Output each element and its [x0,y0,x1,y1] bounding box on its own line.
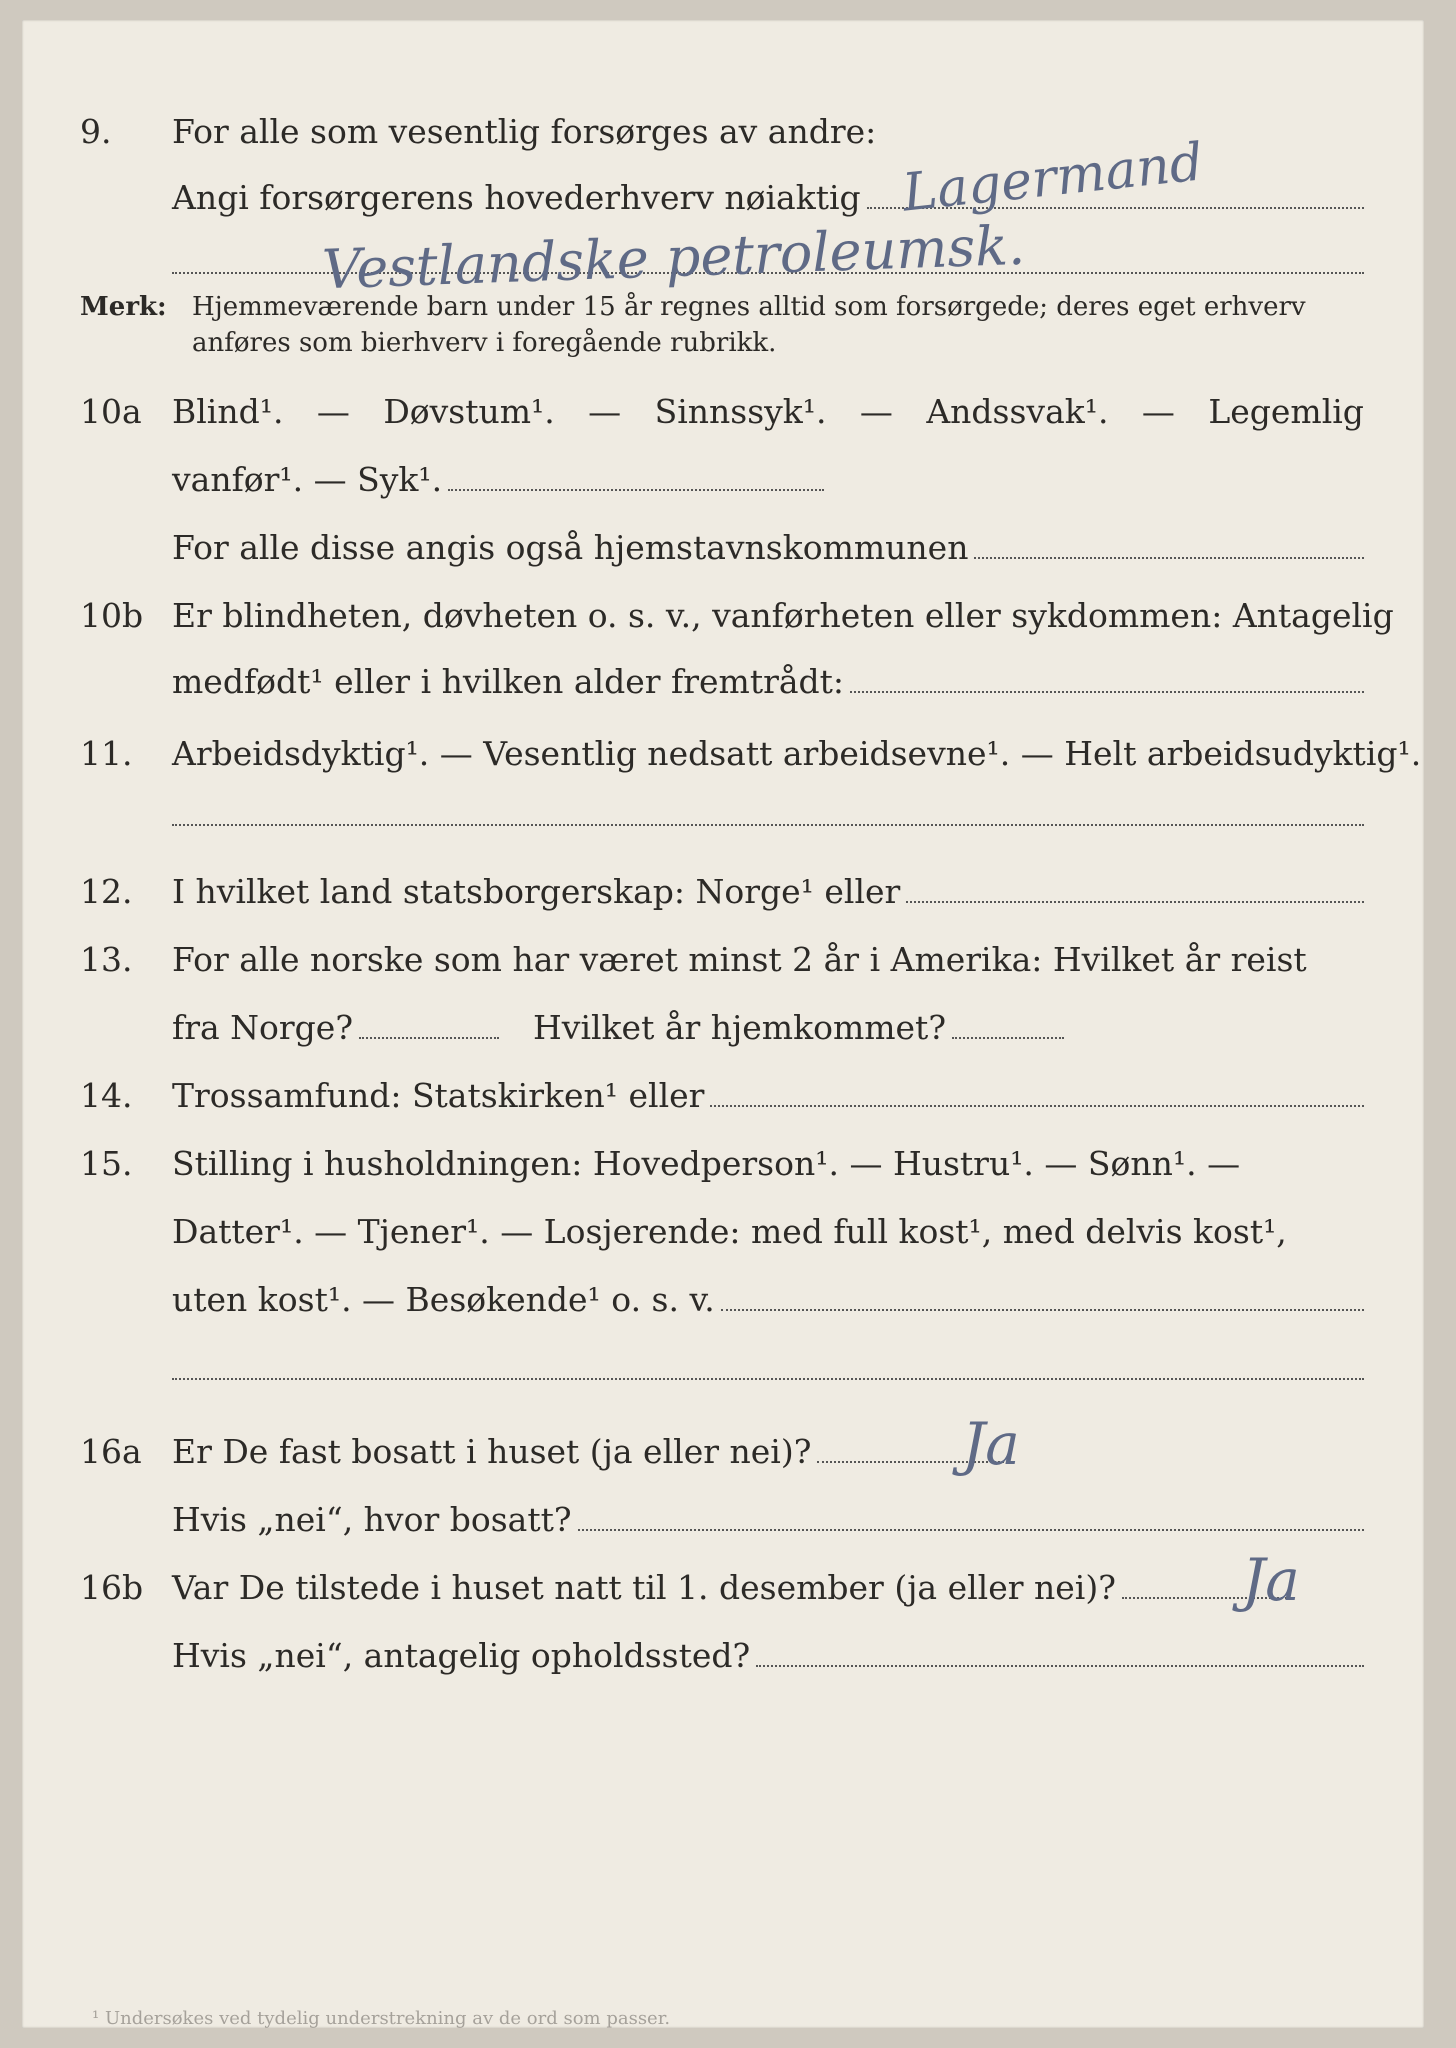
q15-number: 15. [80,1144,133,1183]
q10b-line1 [22,596,1424,646]
option-sinnssyk[interactable]: Sinnssyk¹. [654,392,827,431]
q14-line1 [22,1076,1424,1126]
q12-number: 12. [80,872,133,911]
q10a-number: 10a [80,392,142,431]
q10a-line1 [22,392,1424,442]
dash: — [859,392,893,431]
q11-number: 11. [80,734,133,773]
q9-text2: Angi forsørgerens hovederhverv nøiaktig [172,178,861,217]
q12-text1: I hvilket land statsborgerskap: Norge¹ eller [172,872,901,911]
q15-answer-line-2[interactable] [172,1378,1364,1380]
q16b-location-line[interactable] [756,1643,1364,1667]
q9-handwritten-employer: Vestlandske petroleumsk. [321,213,1027,302]
q9-line1 [22,112,1424,162]
q13-text2a: fra Norge? [172,1008,354,1047]
merk-label: Merk: [80,292,167,322]
q10b-number: 10b [80,596,144,635]
q16b-text1: Var De tilstede i huset natt til 1. desember (ja eller nei)? [172,1568,1116,1607]
option-andssvak[interactable]: Andssvak¹. [926,392,1109,431]
q10b-answer-line[interactable] [850,669,1364,693]
q16a-where-line[interactable] [578,1507,1364,1531]
q16a-text2: Hvis „nei“, hvor bosatt? [172,1500,572,1539]
q10a-home-line[interactable] [974,535,1364,559]
q13-return-year[interactable] [952,1015,1064,1039]
q13-text1: For alle norske som har været minst 2 år i Amerika: Hvilket år reist [172,940,1307,979]
q10a-line3 [22,528,1424,578]
q10a-options [172,392,1364,431]
q15-line2 [22,1212,1424,1262]
merk-text2: anføres som bierhverv i foregående rubrikk. [192,328,777,358]
q10a-line2 [22,460,1424,510]
q15-answer-line[interactable] [721,1287,1364,1311]
q16b-line2 [22,1636,1424,1686]
q12-answer-line[interactable] [906,879,1364,903]
q10a-answer-line[interactable] [448,467,824,491]
q9-text1: For alle som vesentlig forsørges av andre: [172,112,877,151]
q13-line1 [22,940,1424,990]
census-form-page [22,20,1424,2028]
q13-line2 [22,1008,1424,1058]
q10a-text3: For alle disse angis også hjemstavnskommunen [172,528,969,567]
q9-handwritten-occupation: Lagermand [899,132,1206,224]
q15-line1 [22,1144,1424,1194]
q15-text2: Datter¹. — Tjener¹. — Losjerende: med full kost¹, med delvis kost¹, [172,1212,1287,1251]
q9-line2 [22,178,1424,228]
merk-text1: Hjemmeværende barn under 15 år regnes alltid som forsørgede; deres eget erhverv [192,292,1306,322]
q11-text1: Arbeidsdyktig¹. — Vesentlig nedsatt arbeidsevne¹. — Helt arbeidsudyktig¹. [172,734,1422,773]
footnote: ¹ Undersøkes ved tydelig understrekning av de ord som passer. [92,2008,671,2029]
q16a-line1 [22,1432,1424,1482]
q16a-line2 [22,1500,1424,1550]
q16a-number: 16a [80,1432,142,1471]
q13-text2b: Hvilket år hjemkommet? [533,1008,947,1047]
q15-line3 [22,1280,1424,1330]
q13-departure-year[interactable] [359,1015,499,1039]
dash: — [316,392,350,431]
q14-text1: Trossamfund: Statskirken¹ eller [172,1076,705,1115]
q12-line1 [22,872,1424,922]
q16b-line1 [22,1568,1424,1618]
q15-text3: uten kost¹. — Besøkende¹ o. s. v. [172,1280,715,1319]
q16a-text1: Er De fast bosatt i huset (ja eller nei)? [172,1432,812,1471]
q11-line1 [22,734,1424,784]
q10b-text2: medfødt¹ eller i hvilken alder fremtrådt: [172,662,845,701]
q10b-text1: Er blindheten, døvheten o. s. v., vanførheten eller sykdommen: Antagelig [172,596,1394,635]
q9-number: 9. [80,112,112,151]
q16b-number: 16b [80,1568,144,1607]
option-blind[interactable]: Blind¹. [172,392,284,431]
q10b-line2 [22,662,1424,712]
dash: — [588,392,622,431]
q13-number: 13. [80,940,133,979]
q16b-text2: Hvis „nei“, antagelig opholdssted? [172,1636,751,1675]
q11-answer-line[interactable] [172,824,1364,826]
q16a-handwritten-answer: Ja [962,1410,1020,1478]
option-legemlig[interactable]: Legemlig [1208,392,1364,431]
q15-text1: Stilling i husholdningen: Hovedperson¹. — Hustru¹. — Sønn¹. — [172,1144,1241,1183]
dash: — [1141,392,1175,431]
q14-number: 14. [80,1076,133,1115]
option-dovstum[interactable]: Døvstum¹. [383,392,555,431]
q10a-text2: vanfør¹. — Syk¹. [172,460,443,499]
q14-answer-line[interactable] [710,1083,1364,1107]
q16b-handwritten-answer: Ja [1242,1546,1300,1614]
